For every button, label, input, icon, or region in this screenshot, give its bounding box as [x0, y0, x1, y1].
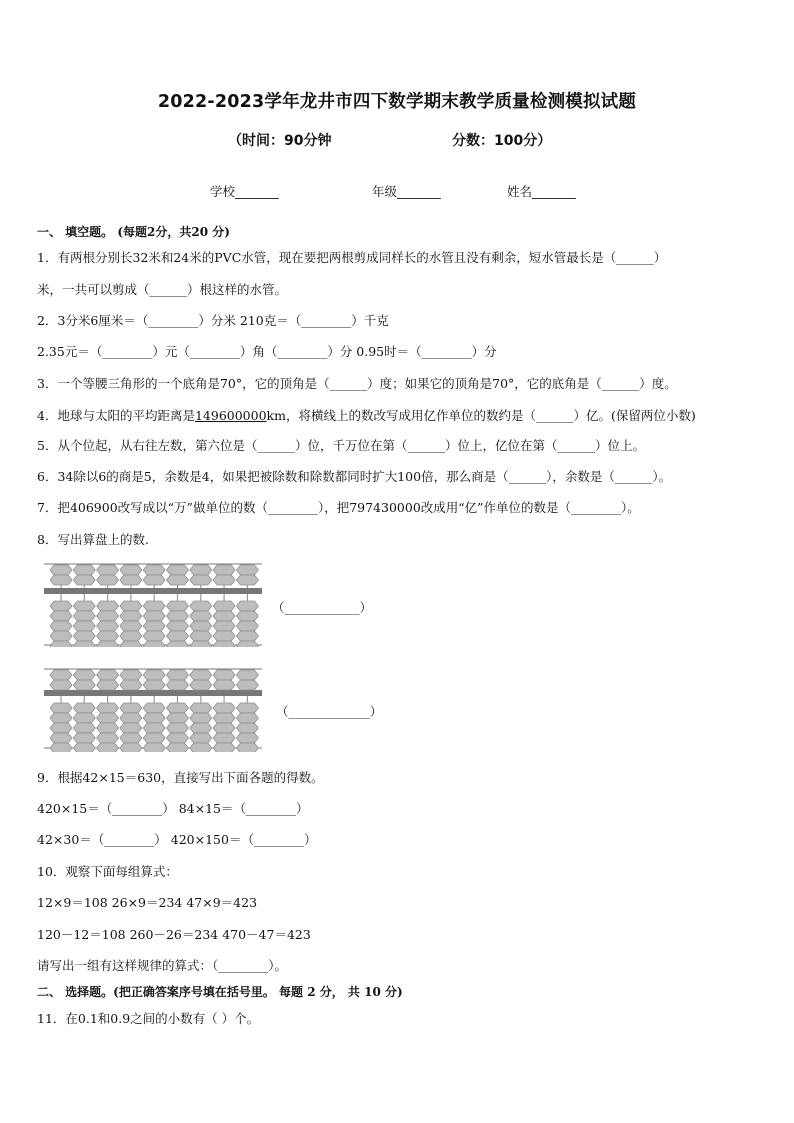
abacus-bead [120, 601, 142, 611]
abacus-bead [120, 631, 142, 641]
abacus-bead [143, 743, 165, 752]
abacus-bead [167, 601, 189, 611]
abacus-2-graphic [44, 669, 262, 752]
abacus-bead [167, 743, 189, 752]
abacus-bead [236, 621, 258, 631]
abacus-bead [143, 723, 165, 733]
question-2-line-1: 2．3分米6厘米＝（________）分米 210克＝（________）千克 [37, 313, 389, 328]
abacus-bead [143, 703, 165, 713]
abacus-bead [97, 575, 119, 585]
abacus-bead [236, 631, 258, 641]
question-9-line-1: 420×15＝（________） 84×15＝（________） [37, 801, 309, 816]
abacus-bead [236, 713, 258, 723]
question-10-row-1: 12×9＝108 26×9＝234 47×9＝423 [37, 895, 258, 910]
abacus-bead [167, 565, 189, 575]
abacus-bead [120, 611, 142, 621]
question-1-line-1: 1．有两根分别长32米和24米的PVC水管，现在要把两根剪成同样长的水管且没有剩余，短水管最长是（______） [37, 250, 667, 265]
abacus-bead [143, 611, 165, 621]
abacus-bead [73, 723, 95, 733]
abacus-bead [213, 703, 235, 713]
school-field[interactable]: 学校_______ [210, 184, 279, 199]
section-2-heading: 二、 选择题。(把正确答案序号填在括号里。 每题 2 分， 共 10 分) [37, 985, 403, 999]
abacus-bead [190, 703, 212, 713]
abacus-bead [120, 703, 142, 713]
abacus-bead [143, 733, 165, 743]
abacus-bead [97, 680, 119, 690]
abacus-bead [97, 601, 119, 611]
question-6: 6．34除以6的商是5，余数是4，如果把被除数和除数都同时扩大100倍，那么商是（______），余数是（______）。 [37, 469, 672, 484]
abacus-bead [73, 611, 95, 621]
abacus-bead [190, 575, 212, 585]
abacus-bead [97, 670, 119, 680]
abacus-2 [44, 666, 262, 752]
abacus-bead [213, 733, 235, 743]
question-4 [37, 408, 696, 424]
abacus-bead [50, 631, 72, 641]
abacus-bead [143, 713, 165, 723]
abacus-bead [190, 670, 212, 680]
abacus-bead [120, 723, 142, 733]
name-field[interactable]: 姓名_______ [507, 184, 576, 199]
abacus-bead [236, 670, 258, 680]
question-10: 10．观察下面每组算式： [37, 864, 178, 879]
abacus-bead [120, 733, 142, 743]
abacus-bead [50, 733, 72, 743]
abacus-bead [213, 680, 235, 690]
question-8: 8．写出算盘上的数. [37, 532, 149, 547]
abacus-bead [190, 680, 212, 690]
question-10-prompt: 请写出一组有这样规律的算式：（________）。 [37, 958, 288, 973]
section-1-heading: 一、 填空题。 (每题2分，共20 分) [37, 225, 230, 239]
abacus-bead [73, 713, 95, 723]
abacus-bead [97, 621, 119, 631]
abacus-bead [73, 733, 95, 743]
abacus-bead [143, 621, 165, 631]
abacus-bead [213, 670, 235, 680]
abacus-bead [120, 641, 142, 647]
abacus-bead [167, 575, 189, 585]
abacus-bead [190, 621, 212, 631]
abacus-bead [73, 641, 95, 647]
abacus-bead [236, 575, 258, 585]
abacus-bead [167, 631, 189, 641]
abacus-bead [50, 611, 72, 621]
abacus-bead [120, 670, 142, 680]
abacus-bead [73, 601, 95, 611]
abacus-bead [213, 575, 235, 585]
abacus-bead [236, 565, 258, 575]
abacus-bead [50, 565, 72, 575]
abacus-bead [236, 733, 258, 743]
abacus-bead [167, 611, 189, 621]
abacus-bead [167, 641, 189, 647]
abacus-bead [190, 565, 212, 575]
abacus-bead [97, 713, 119, 723]
abacus-bead [97, 703, 119, 713]
abacus-bead [97, 733, 119, 743]
abacus-bead [73, 743, 95, 752]
abacus-bead [143, 631, 165, 641]
abacus-bead [50, 670, 72, 680]
abacus-bead [73, 680, 95, 690]
abacus-bead [213, 621, 235, 631]
abacus-bead [213, 641, 235, 647]
abacus-bead [190, 743, 212, 752]
abacus-bead [97, 611, 119, 621]
abacus-bead [213, 713, 235, 723]
abacus-bead [120, 565, 142, 575]
abacus-bead [50, 641, 72, 647]
question-7: 7．把406900改写成以“万”做单位的数（________），把797430000改成用“亿”作单位的数是（________）。 [37, 500, 640, 515]
abacus-bead [73, 631, 95, 641]
abacus-bead [236, 641, 258, 647]
abacus-bead [236, 601, 258, 611]
abacus-bead [50, 743, 72, 752]
question-11: 11．在0.1和0.9之间的小数有（ ）个。 [37, 1011, 260, 1026]
question-4-text-pre: 4．地球与太阳的平均距离是 [37, 408, 195, 423]
abacus-bead [190, 723, 212, 733]
abacus-bead [120, 743, 142, 752]
grade-field[interactable]: 年级_______ [372, 184, 441, 199]
abacus-bead [167, 670, 189, 680]
abacus-bead [120, 621, 142, 631]
abacus-bead [190, 713, 212, 723]
abacus-bead [213, 631, 235, 641]
question-5: 5．从个位起，从右往左数，第六位是（______）位，千万位在第（______）位上，亿位在第（______）位上。 [37, 438, 645, 453]
abacus-bead [97, 641, 119, 647]
abacus-1-answer[interactable]: （____________） [272, 600, 373, 615]
abacus-bead [143, 565, 165, 575]
abacus-bead [97, 565, 119, 575]
abacus-bead [73, 703, 95, 713]
question-2-line-2: 2.35元＝（________）元（________）角（________）分 0.95时＝（________）分 [37, 344, 497, 359]
abacus-bead [167, 713, 189, 723]
abacus-bead [213, 743, 235, 752]
question-9: 9．根据42×15＝630，直接写出下面各题的得数。 [37, 770, 324, 785]
abacus-bead [190, 601, 212, 611]
abacus-bead [97, 743, 119, 752]
abacus-bead [50, 713, 72, 723]
abacus-bead [236, 680, 258, 690]
abacus-bead [213, 723, 235, 733]
abacus-bead [73, 621, 95, 631]
question-4-number: 149600000 [194, 408, 267, 423]
abacus-bead [143, 575, 165, 585]
abacus-bead [190, 641, 212, 647]
abacus-bead [167, 621, 189, 631]
abacus-bead [97, 723, 119, 733]
question-1-line-2: 米，一共可以剪成（______）根这样的水管。 [37, 282, 288, 297]
exam-score: 分数：100分） [452, 133, 552, 149]
abacus-bead [143, 680, 165, 690]
abacus-bead [143, 601, 165, 611]
abacus-bead [236, 703, 258, 713]
abacus-bead [50, 575, 72, 585]
abacus-bead [120, 680, 142, 690]
abacus-1-graphic [44, 564, 262, 647]
abacus-bead [143, 670, 165, 680]
abacus-2-answer[interactable]: （_____________） [276, 704, 383, 719]
abacus-bead [190, 611, 212, 621]
abacus-bead [213, 611, 235, 621]
question-9-line-2: 42×30＝（________） 420×150＝（________） [37, 832, 317, 847]
abacus-bead [50, 680, 72, 690]
abacus-bead [50, 621, 72, 631]
abacus-bead [167, 723, 189, 733]
abacus-bead [213, 601, 235, 611]
abacus-bead [236, 611, 258, 621]
abacus-bead [73, 565, 95, 575]
abacus-1 [44, 561, 262, 647]
abacus-bead [236, 743, 258, 752]
abacus-bead [167, 703, 189, 713]
exam-title: 2022-2023学年龙井市四下数学期末教学质量检测模拟试题 [157, 92, 637, 112]
abacus-bead [236, 723, 258, 733]
abacus-bead [50, 601, 72, 611]
abacus-bead [120, 575, 142, 585]
abacus-bead [190, 631, 212, 641]
abacus-bead [73, 575, 95, 585]
abacus-bead [73, 670, 95, 680]
abacus-bead [50, 723, 72, 733]
abacus-bead [143, 641, 165, 647]
question-4-text-post: km，将横线上的数改写成用亿作单位的数约是（______）亿。(保留两位小数) [266, 408, 696, 423]
abacus-bead [167, 733, 189, 743]
question-10-row-2: 120－12＝108 260－26＝234 470－47＝423 [37, 927, 311, 942]
abacus-bead [167, 680, 189, 690]
abacus-bead [50, 703, 72, 713]
abacus-bead [213, 565, 235, 575]
abacus-bead [120, 713, 142, 723]
abacus-bead [97, 631, 119, 641]
abacus-bead [190, 733, 212, 743]
exam-time: （时间：90分钟 [228, 133, 332, 149]
question-3: 3．一个等腰三角形的一个底角是70°，它的顶角是（______）度；如果它的顶角是70°，它的底角是（______）度。 [37, 376, 677, 391]
